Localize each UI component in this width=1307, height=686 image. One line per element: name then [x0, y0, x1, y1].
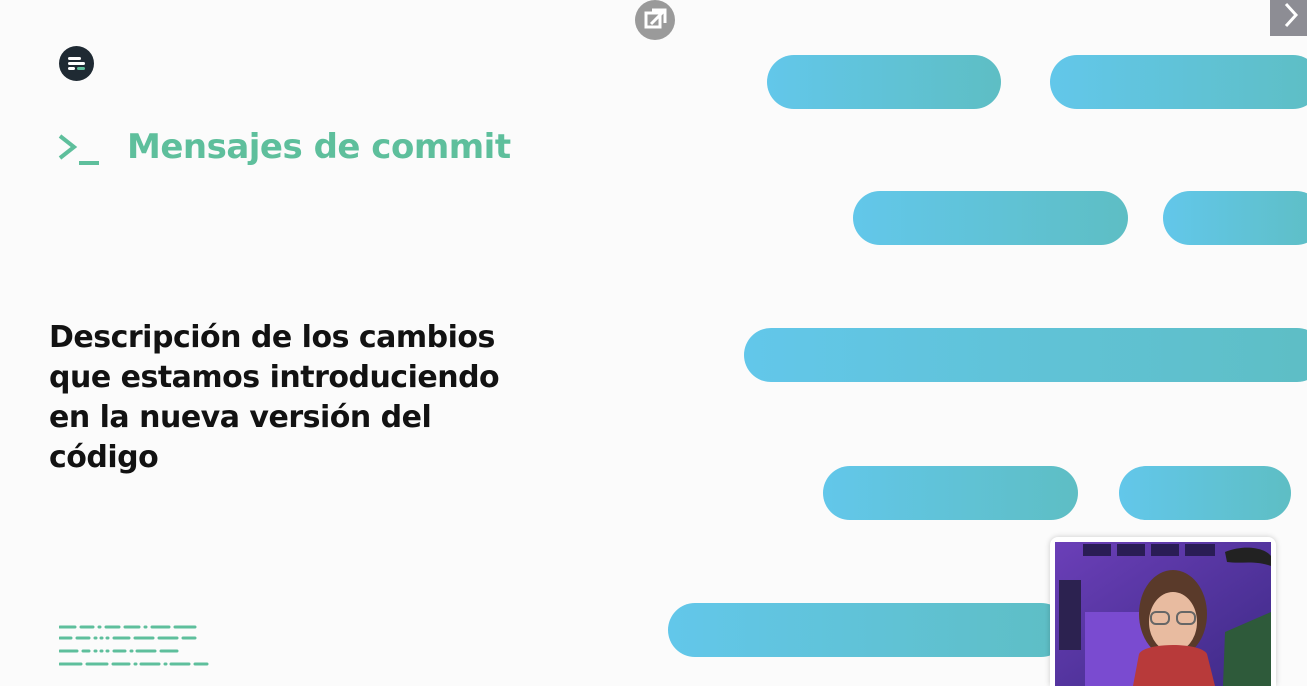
decor-pill — [1050, 55, 1307, 109]
dotted-lines-decor — [59, 623, 209, 669]
external-window-icon — [635, 0, 675, 40]
presenter-webcam[interactable] — [1050, 537, 1276, 686]
decor-pill — [823, 466, 1078, 520]
chevron-right-icon — [1270, 0, 1307, 36]
slide-title: Mensajes de commit — [127, 127, 511, 167]
presenter-video — [1055, 542, 1271, 686]
decor-pill — [1163, 191, 1307, 245]
decor-pill — [853, 191, 1128, 245]
slide-description: Descripción de los cambios que estamos introduciendo en la nueva versión del código — [49, 320, 500, 475]
decor-pill — [744, 328, 1307, 382]
decor-pill — [767, 55, 1001, 109]
next-slide-button[interactable] — [1270, 0, 1307, 36]
decor-pill — [1119, 466, 1291, 520]
terminal-prompt-icon — [58, 126, 100, 168]
popout-button[interactable] — [635, 0, 675, 40]
decor-pill — [668, 603, 1068, 657]
brand-logo-icon — [59, 46, 94, 81]
slide-header — [58, 126, 511, 168]
